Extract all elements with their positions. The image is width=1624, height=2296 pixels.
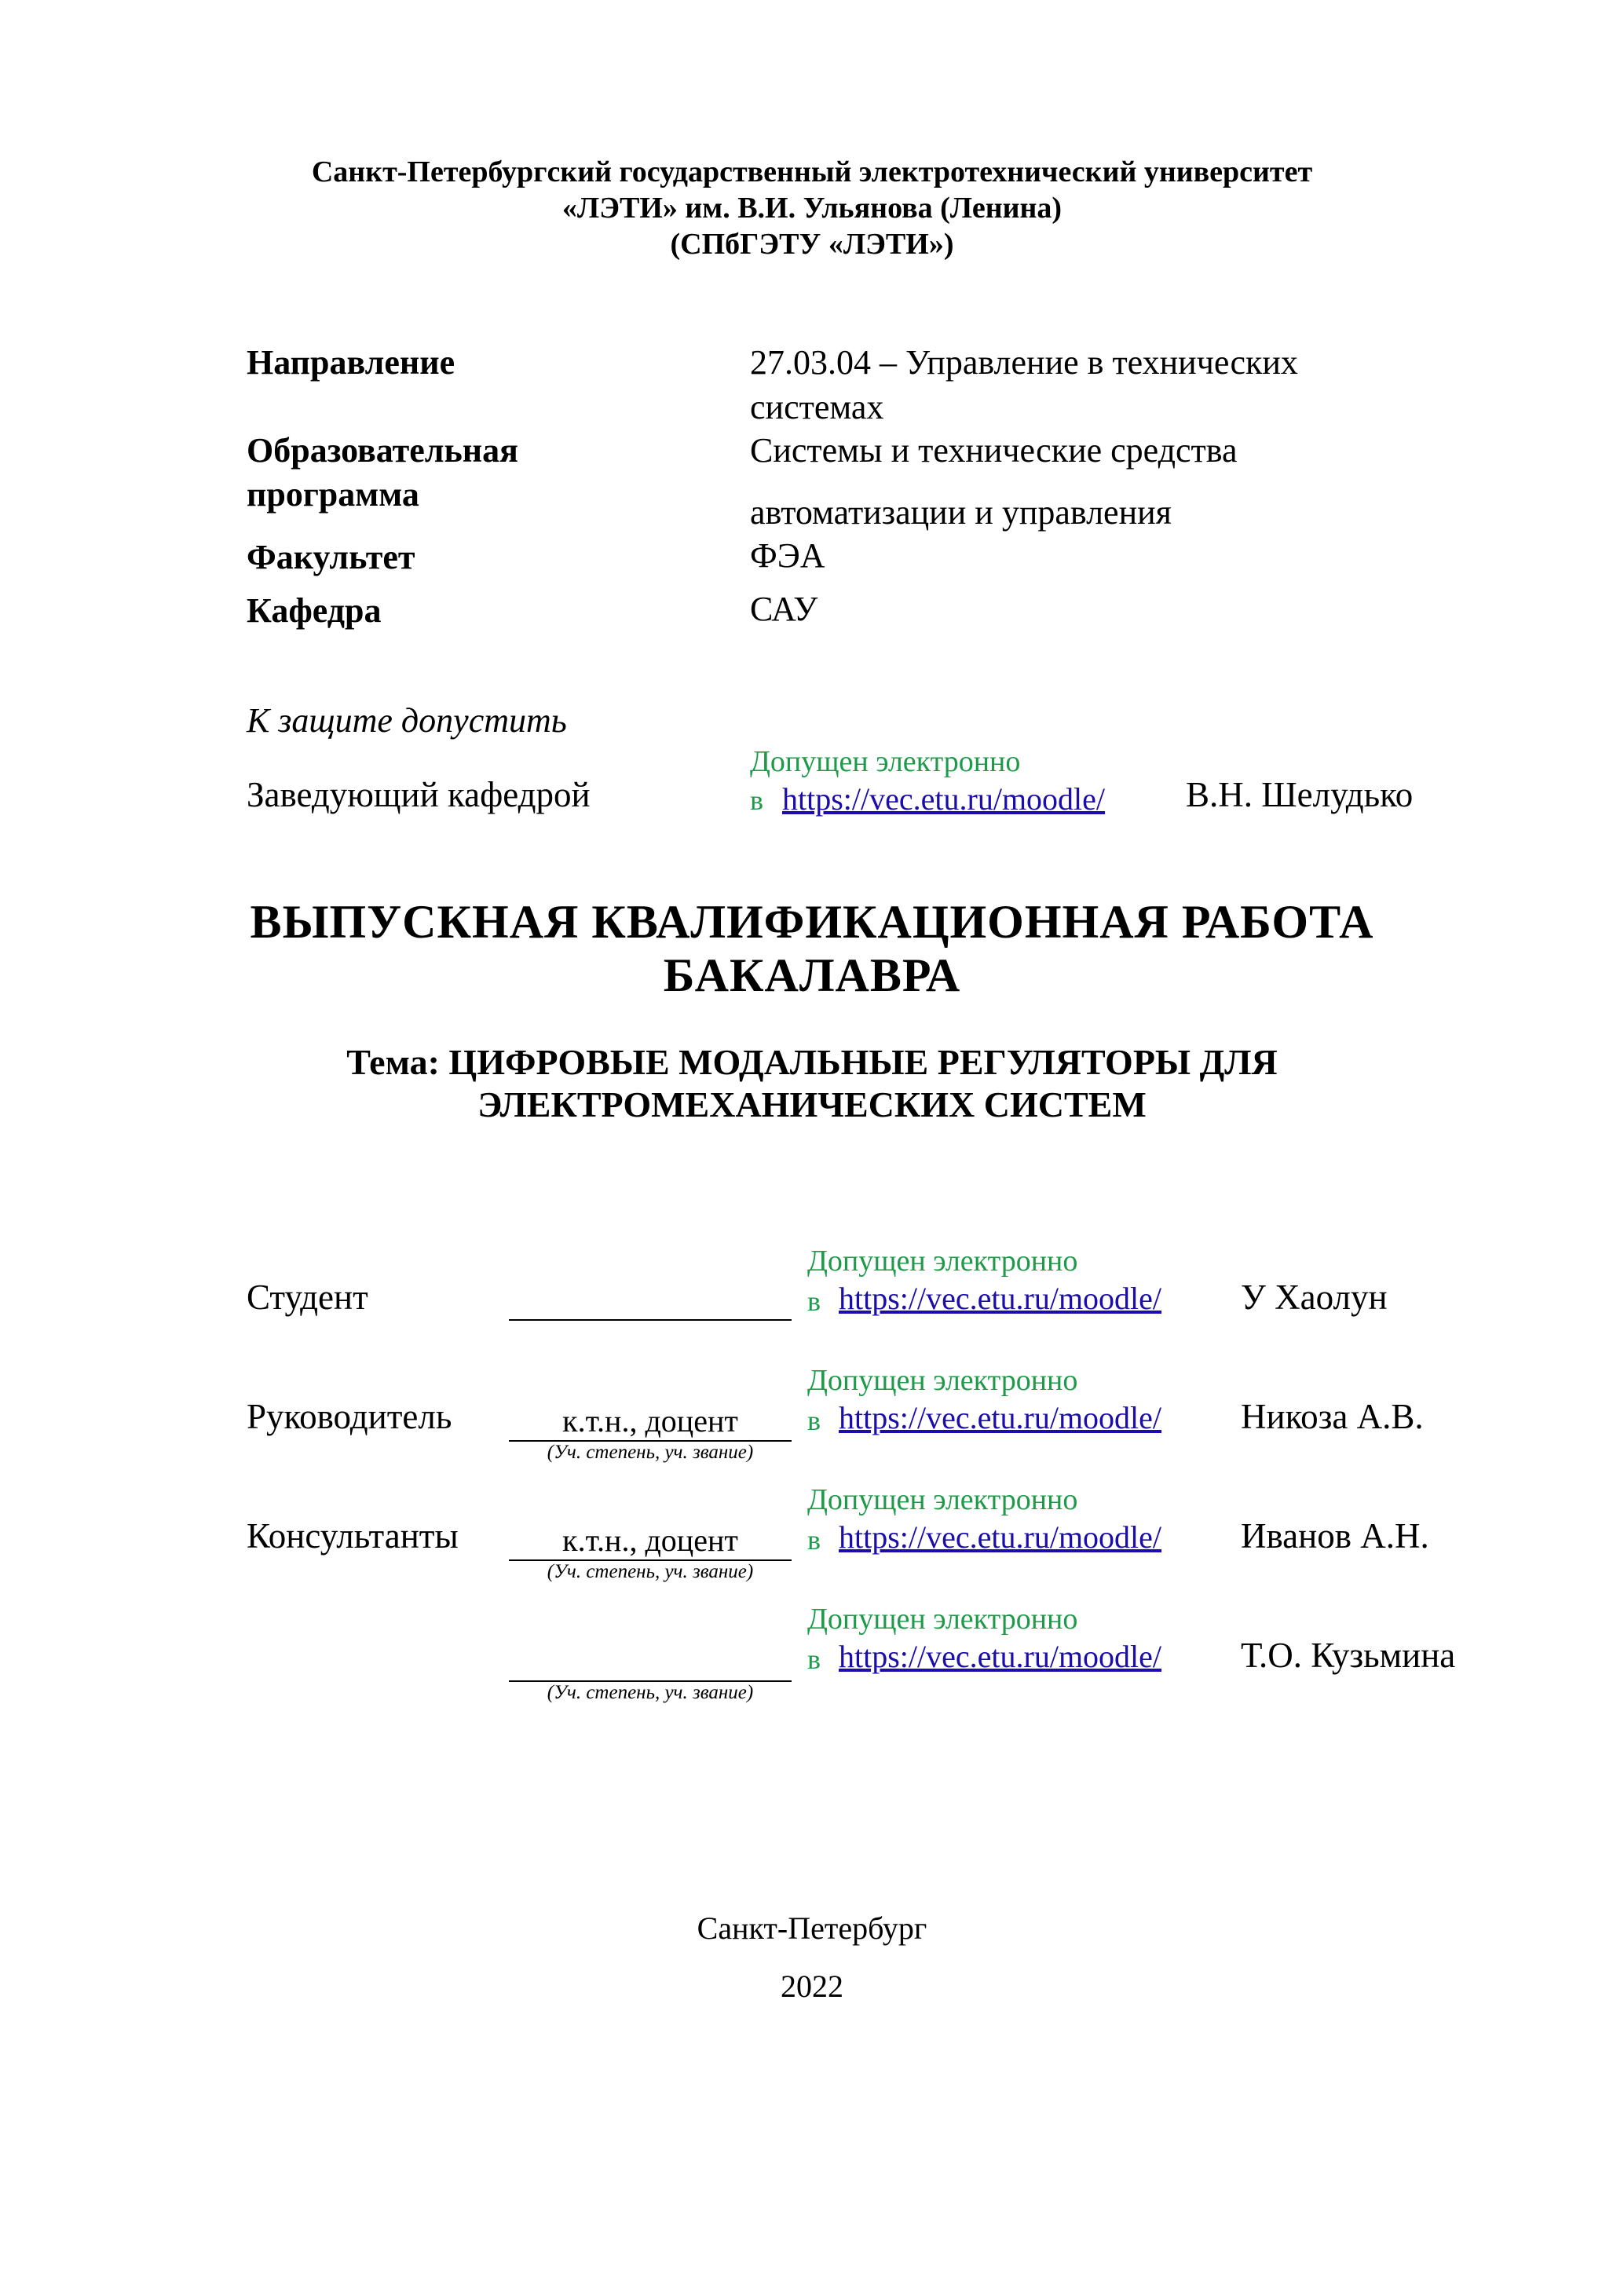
admission-link-prefix: в bbox=[750, 784, 763, 816]
supervisor-name: Никоза А.В. bbox=[1241, 1397, 1424, 1436]
supervisor-moodle-link[interactable]: https://vec.etu.ru/moodle/ bbox=[839, 1400, 1162, 1435]
consultant1-name: Иванов А.Н. bbox=[1241, 1516, 1429, 1556]
direction-value-line2: системах bbox=[750, 388, 884, 426]
department-value: САУ bbox=[750, 590, 818, 628]
thesis-theme-line2: ЭЛЕКТРОМЕХАНИЧЕСКИХ СИСТЕМ bbox=[477, 1084, 1147, 1124]
consultant2-moodle-link[interactable]: https://vec.etu.ru/moodle/ bbox=[839, 1639, 1162, 1674]
university-name: Санкт-Петербургский государственный электротехнический университет bbox=[311, 155, 1313, 188]
footer-year: 2022 bbox=[781, 1969, 843, 2004]
supervisor-degree-caption: (Уч. степень, уч. звание) bbox=[547, 1442, 754, 1463]
admission-heading: К защите допустить bbox=[247, 701, 567, 740]
student-status: Допущен электронно bbox=[807, 1245, 1078, 1278]
document-title-line1: ВЫПУСКНАЯ КВАЛИФИКАЦИОННАЯ РАБОТА bbox=[250, 896, 1374, 948]
supervisor-status: Допущен электронно bbox=[807, 1364, 1078, 1397]
faculty-value: ФЭА bbox=[750, 536, 825, 575]
consultant1-degree-caption: (Уч. степень, уч. звание) bbox=[547, 1561, 754, 1582]
supervisor-link-prefix: в bbox=[807, 1405, 821, 1436]
supervisor-role: Руководитель bbox=[247, 1397, 452, 1436]
consultant1-status: Допущен электронно bbox=[807, 1483, 1078, 1516]
thesis-theme bbox=[0, 1041, 1624, 1126]
admission-moodle-link[interactable]: https://vec.etu.ru/moodle/ bbox=[782, 781, 1106, 817]
university-abbreviation: (СПбГЭТУ «ЛЭТИ») bbox=[670, 228, 954, 261]
consultant2-link-prefix: в bbox=[807, 1643, 821, 1675]
program-label-line1: Образовательная bbox=[247, 431, 518, 470]
student-link-prefix: в bbox=[807, 1285, 821, 1317]
student-moodle-link[interactable]: https://vec.etu.ru/moodle/ bbox=[839, 1281, 1162, 1316]
head-of-department-name: В.Н. Шелудько bbox=[1186, 775, 1414, 814]
consultant2-degree-caption: (Уч. степень, уч. звание) bbox=[547, 1682, 754, 1703]
consultant1-link-prefix: в bbox=[807, 1524, 821, 1556]
faculty-label: Факультет bbox=[247, 538, 415, 576]
footer-city: Санкт-Петербург bbox=[697, 1910, 927, 1946]
direction-label: Направление bbox=[247, 343, 455, 382]
student-role: Студент bbox=[247, 1278, 368, 1317]
supervisor-degree: к.т.н., доцент bbox=[562, 1403, 738, 1439]
admission-status: Допущен электронно bbox=[750, 745, 1021, 778]
consultant1-degree: к.т.н., доцент bbox=[562, 1523, 738, 1558]
program-value-line2: автоматизации и управления bbox=[750, 493, 1172, 532]
university-header bbox=[0, 154, 1624, 262]
thesis-theme-line1: Тема: ЦИФРОВЫЕ МОДАЛЬНЫЕ РЕГУЛЯТОРЫ ДЛЯ bbox=[346, 1042, 1278, 1082]
university-short-name: «ЛЭТИ» им. В.И. Ульянова (Ленина) bbox=[561, 192, 1063, 225]
student-name: У Хаолун bbox=[1241, 1278, 1388, 1317]
document-title bbox=[0, 895, 1624, 1002]
consultant2-name: Т.О. Кузьмина bbox=[1241, 1636, 1456, 1675]
program-label-line2: программа bbox=[247, 475, 419, 514]
department-label: Кафедра bbox=[247, 591, 382, 630]
head-of-department-label: Заведующий кафедрой bbox=[247, 775, 591, 814]
consultant2-status: Допущен электронно bbox=[807, 1603, 1078, 1636]
program-value-line1: Системы и технические средства bbox=[750, 431, 1238, 470]
direction-value-line1: 27.03.04 – Управление в технических bbox=[750, 343, 1298, 382]
consultant1-moodle-link[interactable]: https://vec.etu.ru/moodle/ bbox=[839, 1519, 1162, 1555]
consultants-role: Консультанты bbox=[247, 1516, 459, 1556]
document-title-line2: БАКАЛАВРА bbox=[663, 949, 961, 1001]
student-signature-line bbox=[509, 1319, 792, 1321]
